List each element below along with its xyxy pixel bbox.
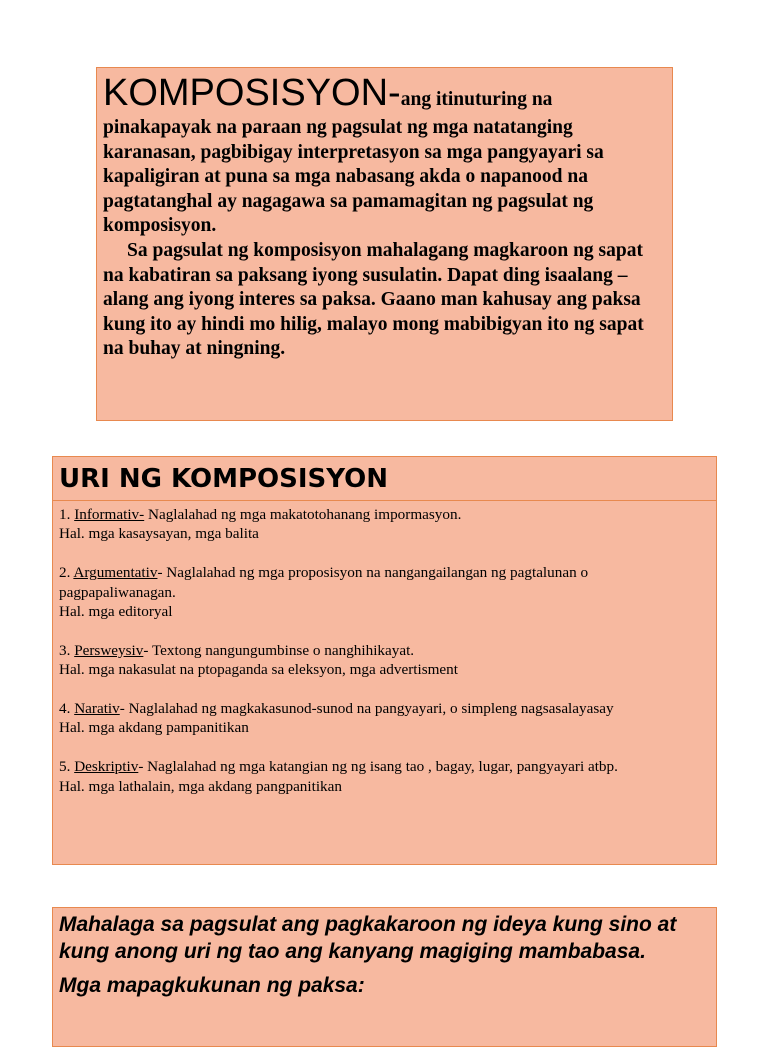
- type-desc: Naglalahad ng mga makatotohanang impormasyon.: [144, 506, 462, 523]
- type-name: Argumentativ: [73, 564, 158, 582]
- type-desc: - Naglalahad ng mga proposisyon na nangangailangan ng pagtalunan o pagpapaliwanagan.: [59, 564, 589, 601]
- type-number: 3.: [59, 641, 75, 659]
- reader-box: [52, 907, 717, 1047]
- type-example: Hal. mga kasaysayan, mga balita: [59, 525, 259, 543]
- type-item-persweysiv: [59, 641, 708, 680]
- type-name: Informativ-: [74, 506, 145, 523]
- sources-heading: Mga mapagkukunan ng paksa:: [59, 974, 365, 997]
- type-line: [59, 505, 708, 524]
- definition-box: [96, 67, 673, 421]
- definition-inline-text: ang itinuturing na: [400, 89, 553, 110]
- type-line: [59, 699, 708, 718]
- type-example: Hal. mga lathalain, mga akdang pangpanitikan: [59, 777, 342, 795]
- type-desc: - Textong nangungumbinse o nanghihikayat.: [143, 641, 415, 659]
- types-list: [53, 501, 716, 796]
- type-number: 2.: [59, 564, 74, 582]
- type-number: 5.: [59, 758, 75, 776]
- type-name: Persweysiv: [74, 641, 144, 659]
- komposisyon-title: KOMPOSISYON-: [103, 72, 401, 114]
- type-item-informativ: [59, 505, 708, 544]
- type-number: 1.: [59, 506, 75, 523]
- type-line: [59, 641, 708, 660]
- definition-paragraph-1: pinakapayak na paraan ng pagsulat ng mga natatanging karanasan, pagbibigay interpretasyon sa mga pangyayari sa kapaligiran at puna sa mga nabasang akda o napanood na pagtatanghal ay nagagawa sa pamamagitan ng pagsulat ng komposisyon.: [103, 117, 604, 237]
- type-number: 4.: [59, 700, 75, 718]
- type-line: [59, 563, 708, 602]
- definition-body: [103, 116, 664, 362]
- type-name: Narativ: [74, 700, 120, 718]
- definition-paragraph-2: Sa pagsulat ng komposisyon mahalagang magkaroon ng sapat na kabatiran sa paksang iyong susulatin. Dapat ding isaalang – alang ang iyong interes sa paksa. Gaano man kahusay ang paksa kung ito ay hindi mo hilig, malayo mong mabibigyan ito ng sapat na buhay at ningning.: [103, 239, 644, 360]
- type-item-argumentativ: [59, 563, 708, 621]
- reader-text: Mahalaga sa pagsulat ang pagkakaroon ng ideya kung sino at kung anong uri ng tao ang kanyang magiging mambabasa.: [59, 913, 677, 963]
- type-example: Hal. mga akdang pampanitikan: [59, 719, 249, 737]
- type-line: [59, 757, 708, 776]
- type-example: Hal. mga editoryal: [59, 603, 173, 621]
- type-item-deskriptiv: [59, 757, 708, 796]
- types-box: [52, 456, 717, 865]
- type-name: Deskriptiv: [74, 758, 139, 776]
- types-heading: URI NG KOMPOSISYON: [53, 457, 716, 501]
- definition-title-line: [103, 74, 664, 112]
- type-desc: - Naglalahad ng mga katangian ng ng isang tao , bagay, lugar, pangyayari atbp.: [138, 758, 618, 776]
- type-item-narativ: [59, 699, 708, 738]
- type-desc: - Naglalahad ng magkakasunod-sunod na pangyayari, o simpleng nagsasalayasay: [119, 700, 614, 718]
- type-example: Hal. mga nakasulat na ptopaganda sa eleksyon, mga advertisment: [59, 661, 458, 679]
